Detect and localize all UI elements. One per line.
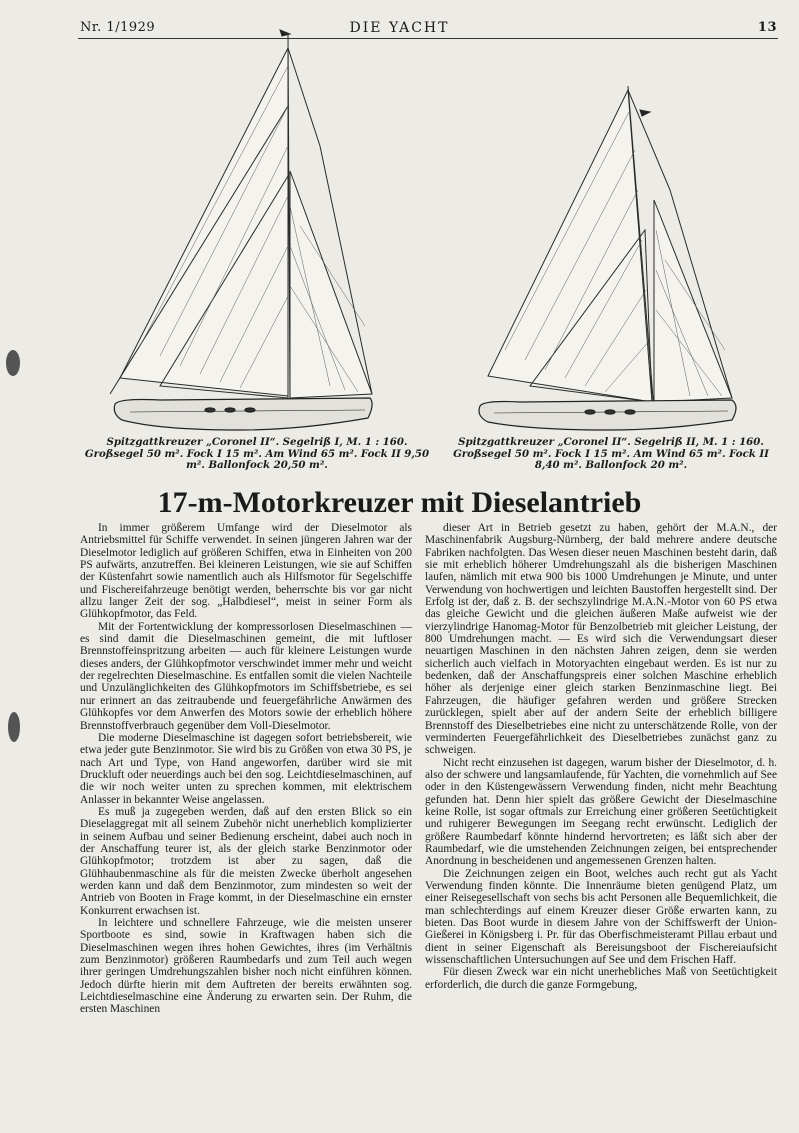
paragraph: In immer größerem Umfange wird der Dieselmotor als Antriebsmittel für Schiffe verwendet. In seinen jüngeren Jahren war der Dieselmotor lediglich auf größeren Schiffen, etwa in Einheiten von 200 PS aufwärts, anzutreffen. Bei kleineren Leistungen, wie sie auf Schiffen der Küstenfahrt sowie namentlich auch als Hilfsmotor für Segelschiffe und Fischereifahrzeuge benötigt werden, beherrschte bis vor gar nicht allzu langer Zeit der sog. „Halbdiesel“, meist in seiner Form als Glühkopfmotor, das Feld. [80,522,412,621]
paragraph: dieser Art in Betrieb gesetzt zu haben, gehört der M.A.N., der Maschinenfabrik Augsburg-Nürnberg, der bald mehrere andere deutsche Fabriken nachfolgten. Das Wesen dieser neuen Maschinen besteht darin, daß sie mit erheblich höherer Umdrehungszahl als die bisherigen Maschinen laufen, nämlich mit etwa 900 bis 1000 Umdrehungen je Minute, und unter Verwendung von hochwertigen und leichten Baustoffen hergestellt sind. Der Erfolg ist der, daß z. B. der sechszylindrige M.A.N.-Motor von 60 PS etwa das gleiche Gewicht und die gleichen äußeren Maße aufweist wie der vierzylindrige Hanomag-Motor für Benzolbetrieb mit gleicher Leistung, der 800 Umdrehungen macht. — Es wird sich die Verwendungsart dieser neuartigen Maschinen in den nächsten Jahren zeigen, denn sie werden sicherlich auch vielfach in Motoryachten eingebaut werden. Es ist nur zu bedenken, daß der Anschaffungspreis einer solchen Maschine erheblich höher als derjenige einer gleich starken Benzinmaschine liegt. Bei Fahrzeugen, die häufiger gefahren werden und größere Strecken zurücklegen, spielt aber auf der andern Seite der erheblich billigere Brennstoff des Dieselbetriebes eine nicht zu unterschätzende Rolle, von der verminderten Feuergefährlichkeit des Dieselbetriebes zunächst ganz zu schweigen. [425,522,777,757]
journal-title: DIE YACHT [349,20,450,36]
paragraph: Es muß ja zugegeben werden, daß auf den ersten Blick so ein Dieselaggregat mit all seinem Zubehör nicht unerheblich komplizierter in seinem Aufbau und seiner Bedienung erscheint, dabei auch noch in der Anschaffung teurer ist, als der gleich starke Benzinmotor oder Glühkopfmotor; trotzdem ist aber zu sagen, daß die Glühhaubenmaschine als für die meisten Zwecke überholt angesehen werden kann und daß dem Benzinmotor, zum mindesten so weit der Antrieb von Booten in Frage kommt, in der Dieselmaschine ein ernster Konkurrent erwachsen ist. [80,805,412,917]
article-title: 17-m-Motorkreuzer mit Dieselantrieb [157,486,642,519]
paragraph: Mit der Fortentwicklung der kompressorlosen Dieselmaschinen — es sind damit die Dieselmaschinen gemeint, die mit luftloser Brennstoffeinspritzung arbeiten — auch für kleinere Leistungen wurde dieses anders, der Glühkopfmotor verschwindet immer mehr und weicht der regelrechten Dieselmaschine. Es entfallen somit die vielen Nachteile und Unzulänglichkeiten des Glühkopfmotors im Schiffsbetriebe, es sei nur erinnert an das zeitraubende und feuergefährliche Anwärmen des Glühkopfes vor dem Anwerfen des Motors sowie der erheblich höhere Brennstoffverbrauch gegenüber dem Voll-Dieselmotor. [80,620,412,732]
sail-plan-2-caption: Spitzgattkreuzer „Coronel II“. Segelriß II, M. 1 : 160. Großsegel 50 m². Fock I 15 m². Am Wind 65 m². Fock II 8,40 m². Ballonfock 20 m². [453,436,769,471]
issue-number: Nr. 1/1929 [80,20,156,35]
article-column-left [80,522,412,1016]
sail-plan-1-drawing [100,26,400,436]
paragraph: Die Zeichnungen zeigen ein Boot, welches auch recht gut als Yacht Verwendung finden könnte. Die Innenräume bieten genügend Platz, um einer Reisegesellschaft von sechs bis acht Personen alle Bequemlichkeit, die man schlechterdings auf einem Kreuzer dieser Größe erwarten kann, zu bieten. Das Boot wurde in diesem Jahre von der Schiffswerft der Union-Gießerei in Königsberg i. Pr. für das Oberfischmeisteramt Pillau erbaut und dient in seiner Eigenschaft als Bereisungsboot der Fischereiaufsicht wissenschaftlichen Untersuchungen auf See und dem Frischen Haff. [425,867,777,967]
scan-stain [8,712,20,742]
paragraph: Die moderne Dieselmaschine ist dagegen sofort betriebsbereit, wie etwa jeder gute Benzinmotor. Sie wird bis zu Größen von etwa 30 PS, je nach Art und Type, von Hand angeworfen, darüber wird sie mit Druckluft oder neuerdings auch bei den sog. Leichtdieselmaschinen, auf die wir noch weiter unten zu sprechen kommen, mit elektrischem Anlasser in bekannter Weise angelassen. [80,731,412,806]
paragraph: Für diesen Zweck war ein nicht unerhebliches Maß von Seetüchtigkeit erforderlich, die durch die ganze Formgebung, [425,966,777,991]
sail-plan-1-caption: Spitzgattkreuzer „Coronel II“. Segelriß I, M. 1 : 160. Großsegel 50 m². Fock I 15 m². Am Wind 65 m². Fock II 9,50 m². Ballonfock 20,50 m². [84,436,430,471]
paragraph: Nicht recht einzusehen ist dagegen, warum bisher der Dieselmotor, d. h. also der schwere und langsamlaufende, für Yachten, die vornehmlich auf See oder in den Küstengewässern Verwendung finden, nicht mehr Beachtung gefunden hat. Denn hier spielt das größere Gewicht der Dieselmaschine keine Rolle, ist sogar oftmals zur Erreichung einer größeren Seetüchtigkeit und ruhigerer Bewegungen im Seegang recht erwünscht. Lediglich der größere Raumbedarf könnte hindernd hervortreten; es läßt sich aber der Raumbedarf, wie die umstehenden Zeichnungen zeigen, bei entsprechender Anordnung in bescheidenen und angemessenen Grenzen halten. [425,756,777,868]
paragraph: In leichtere und schnellere Fahrzeuge, wie die meisten unserer Sportboote es sind, sowie in Kraftwagen haben sich die Dieselmaschinen wegen ihres hohen Gewichtes, ihres (im Verhältnis zum Benzinmotor) größeren Raumbedarfs und zum Teil auch wegen ihrer geringen Umdrehungszahlen bisher noch nicht einführen können. Jedoch dürfte hierin mit dem Auftreten der bereits erwähnten sog. Leichtdieselmaschine eine Änderung zu erwarten sein. Der Ruhm, die ersten Maschinen [80,917,412,1016]
scan-stain [6,350,20,376]
article-column-right [425,522,777,991]
sail-plan-2-drawing [470,80,755,436]
page-number: 13 [757,20,777,35]
